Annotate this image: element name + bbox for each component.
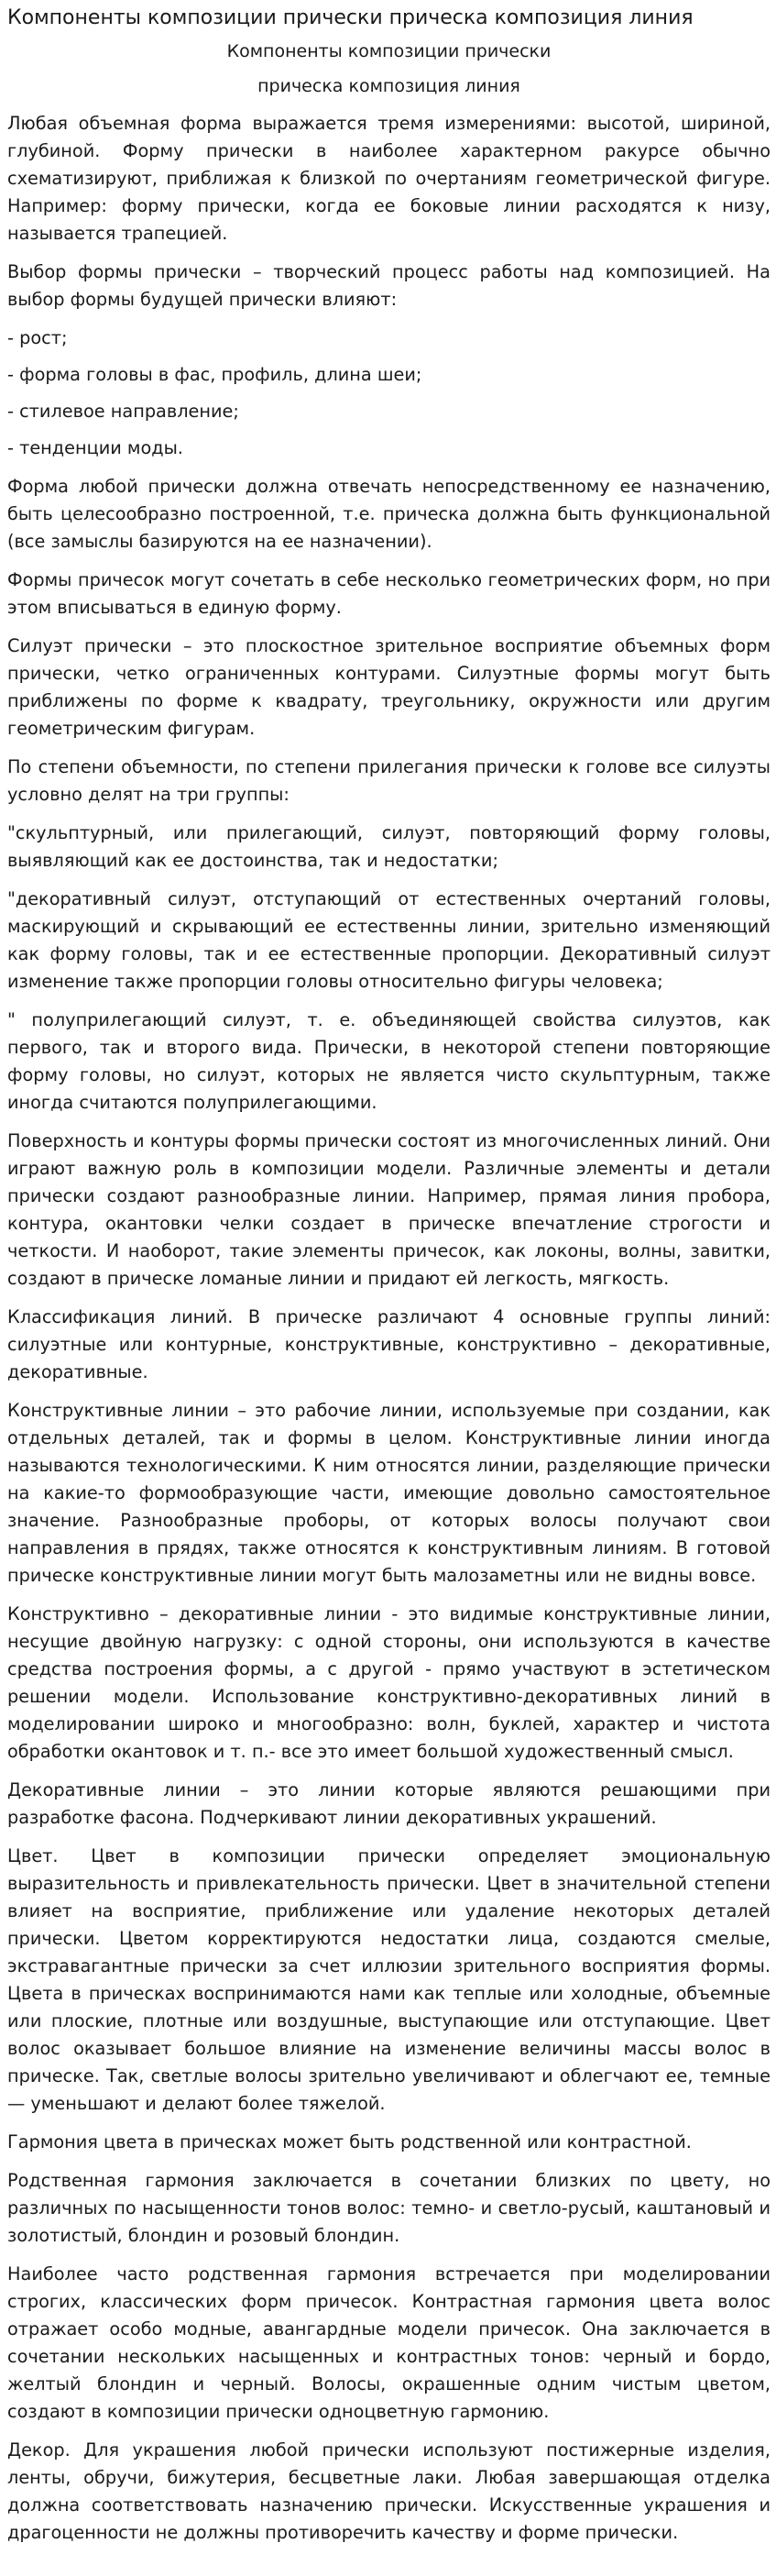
paragraph: Конструктивно – декоративные линии - это видимые конструктивные линии, несущие двойную нагрузку: с одной стороны, они используются в качестве средства построения формы, а с другой - прямо участвуют в эстетическом решении модели. Использование конструктивно-декоративных линий в моделировании широко и многообразно: волн, буклей, характер и чистота обработки окантовок и т. п.- все это имеет большой художественный смысл.	[7, 1603, 771, 1762]
paragraph: Поверхность и контуры формы прически состоят из многочисленных линий. Они играют важную роль в композиции модели. Различные элементы и детали прически создают разнообразные линии. Например, прямая линия пробора, контура, окантовки челки создает в прическе впечатление строгости и четкости. И наоборот, такие элементы причесок, как локоны, волны, завитки, создают в прическе ломаные линии и придают ей легкость, мягкость.	[7, 1130, 771, 1289]
paragraph: Любая объемная форма выражается тремя измерениями: высотой, шириной, глубиной. Форму прически в наиболее характерном ракурсе обычно схематизируют, приближая к близкой по очертаниям геометрической фигуре. Например: форму прически, когда ее боковые линии расходятся к низу, называется трапецией.	[7, 113, 771, 244]
paragraph: Выбор формы прически – творческий процесс работы над композицией. На выбор формы будущей прически влияют:	[7, 261, 771, 310]
paragraph: Декоративные линии – это линии которые являются решающими при разработке фасона. Подчеркивают линии декоративных украшений.	[7, 1779, 771, 1828]
list-item: - рост;	[7, 327, 68, 348]
paragraph: Родственная гармония заключается в сочетании близких по цвету, но различных по насыщенности тонов волос: темно- и светло-русый, каштановый и золотистый, блондин и розовый блондин.	[7, 2170, 771, 2246]
paragraph: Силуэт прически – это плоскостное зрительное восприятие объемных форм прически, четко ограниченных контурами. Силуэтные формы могут быть приближены по форме к квадрату, треугольнику, окружности или другим геометрическим фигурам.	[7, 635, 771, 739]
paragraph: Цвет. Цвет в композиции прически определяет эмоциональную выразительность и привлекательность прически. Цвет в значительной степени влияет на восприятие, приближение или удаление некоторых деталей прически. Цветом корректируются недостатки лица, создаются смелые, экстравагантные прически за счет иллюзии зрительного восприятия формы. Цвета в прическах воспринимаются нами как теплые или холодные, объемные или плоские, плотные или воздушные, выступающие или отступающие. Цвет волос оказывает большое влияние на изменение величины массы волос в прическе. Так, светлые волосы зрительно увеличивают и облегчают ее, темные — уменьшают и делают более тяжелой.	[7, 1845, 771, 2114]
list-item: - стилевое направление;	[7, 401, 239, 422]
paragraph: По степени объемности, по степени прилегания прически к голове все силуэты условно делят на три группы:	[7, 756, 771, 805]
paragraph: Форма любой прически должна отвечать непосредственному ее назначению, быть целесообразно построенной, т.е. прическа должна быть функциональной (все замыслы базируются на ее назначении).	[7, 476, 771, 552]
subtitle-line: Компоненты композиции прически	[226, 41, 552, 61]
list-item: - форма головы в фас, профиль, длина шеи;	[7, 364, 422, 385]
paragraph: Классификация линий. В прическе различают 4 основные группы линий: силуэтные или контурные, конструктивные, конструктивно – декоративные, декоративные.	[7, 1306, 771, 1382]
paragraph: Декор. Для украшения любой прически используют постижерные изделия, ленты, обручи, бижутерия, бесцветные лаки. Любая завершающая отделка должна соответствовать назначению прически. Искусственные украшения и драгоценности не должны противоречить качеству и форме прически.	[7, 2439, 771, 2543]
paragraph: Формы причесок могут сочетать в себе несколько геометрических форм, но при этом вписываться в единую форму.	[7, 569, 771, 618]
paragraph: "декоративный силуэт, отступающий от естественных очертаний головы, маскирующий и скрывающий ее естественны линии, зрительно изменяющий как форму головы, так и ее естественные пропорции. Декоративный силуэт изменение также пропорции головы относительно фигуры человека;	[7, 888, 771, 992]
subtitle-line: прическа композиция линия	[257, 76, 520, 96]
paragraph: Конструктивные линии – это рабочие линии, используемые при создании, как отдельных деталей, так и формы в целом. Конструктивные линии иногда называются технологическими. К ним относятся линии, разделяющие прически на какие-то формообразующие части, имеющие довольно самостоятельное значение. Разнообразные проборы, от которых волосы получают свои направления в прядях, также относятся к конструктивным линиям. В готовой прическе конструктивные линии могут быть малозаметны или не видны вовсе.	[7, 1400, 771, 1586]
paragraph: Гармония цвета в прическах может быть родственной или контрастной.	[7, 2131, 692, 2152]
page-title: Компоненты композиции прически прическа композиция линия	[7, 6, 694, 29]
list-item: - тенденции моды.	[7, 437, 183, 458]
paragraph: Наиболее часто родственная гармония встречается при моделировании строгих, классических форм причесок. Контрастная гармония цвета волос отражает особо модные, авангардные модели причесок. Она заключается в сочетании нескольких насыщенных и контрастных тонов: черный и бордо, желтый блондин и черный. Волосы, окрашенные одним чистым цветом, создают в композиции прически одноцветную гармонию.	[7, 2263, 771, 2422]
paragraph: "скульптурный, или прилегающий, силуэт, повторяющий форму головы, выявляющий как ее достоинства, так и недостатки;	[7, 822, 771, 871]
paragraph: " полуприлегающий силуэт, т. е. объединяющей свойства силуэтов, как первого, так и второго вида. Прически, в некоторой степени повторяющие форму головы, но силуэт, которых не является чисто скульптурным, также иногда считаются полуприлегающими.	[7, 1009, 771, 1113]
